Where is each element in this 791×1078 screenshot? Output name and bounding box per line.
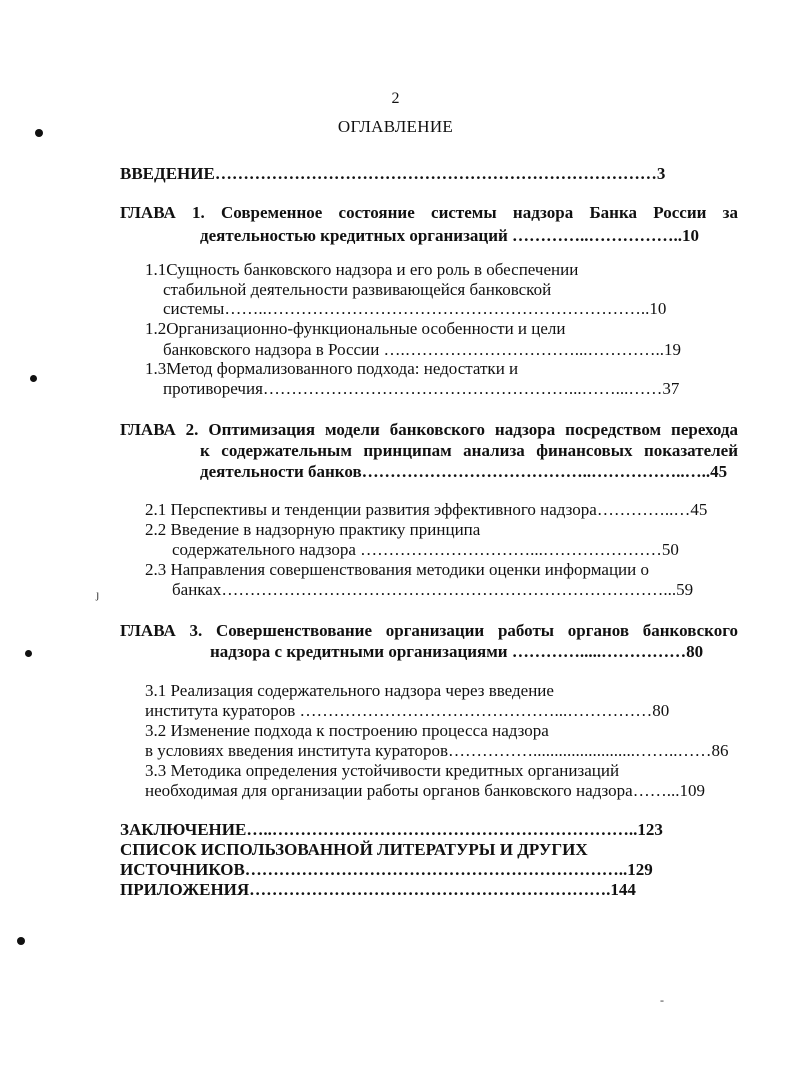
section-3-1-line-2: института кураторов ………………………………………...……………80 xyxy=(145,701,670,720)
section-1-1-line-2: стабильной деятельности развивающейся банковской xyxy=(163,280,552,299)
section-1-1-line-3: системы……..…………………………………………………………..10 xyxy=(163,299,667,318)
chapter-2-line-3: деятельности банков…………………………………..……………..…..45 xyxy=(200,462,728,481)
binder-hole-mark xyxy=(30,375,37,382)
section-2-3-line-1: 2.3 Направления совершенствования методики оценки информации о xyxy=(145,560,649,579)
binder-hole-mark xyxy=(17,937,25,945)
section-3-1-line-1: 3.1 Реализация содержательного надзора через введение xyxy=(145,681,554,700)
toc-appendices: ПРИЛОЖЕНИЯ……………………………………………………….144 xyxy=(120,880,636,899)
chapter-3-line-1: ГЛАВА 3. Совершенствование организации работы органов банковского xyxy=(120,621,738,640)
document-title: ОГЛАВЛЕНИЕ xyxy=(337,117,454,136)
section-1-1-line-1: 1.1Сущность банковского надзора и его роль в обеспечении xyxy=(145,260,579,279)
section-1-3-line-1: 1.3Метод формализованного подхода: недостатки и xyxy=(145,359,519,378)
toc-references-line-1: СПИСОК ИСПОЛЬЗОВАННОЙ ЛИТЕРАТУРЫ И ДРУГИХ xyxy=(120,840,588,859)
page-number: 2 xyxy=(391,90,400,107)
section-1-2-line-2: банковского надзора в России ….…………………………...…………..19 xyxy=(163,340,682,359)
section-2-2-line-1: 2.2 Введение в надзорную практику принципа xyxy=(145,520,481,539)
section-3-2-line-2: в условиях введения института кураторов……………........................……..……86 xyxy=(145,741,729,760)
chapter-2-line-2: к содержательным принципам анализа финансовых показателей xyxy=(200,441,738,460)
binder-hole-mark xyxy=(35,129,43,137)
binder-hole-mark xyxy=(25,650,32,657)
chapter-3-line-2: надзора с кредитными организациями ………….....……………80 xyxy=(210,642,704,661)
section-2-2-line-2: содержательного надзора …………………………...…………………50 xyxy=(172,540,679,559)
section-3-2-line-1: 3.2 Изменение подхода к построению процесса надзора xyxy=(145,721,549,740)
scan-artifact: ȷ xyxy=(96,587,100,601)
section-1-2-line-1: 1.2Организационно-функциональные особенности и цели xyxy=(145,319,566,338)
chapter-1-line-2: деятельностью кредитных организаций …………..……………..10 xyxy=(200,226,700,245)
toc-references-line-2: ИСТОЧНИКОВ…………………………………………………………..129 xyxy=(120,860,653,879)
toc-intro: ВВЕДЕНИЕ……………………………………………………………………3 xyxy=(120,164,666,183)
section-1-3-line-2: противоречия………………………………………………...……...……37 xyxy=(163,379,680,398)
section-2-1: 2.1 Перспективы и тенденции развития эффективного надзора…………..…45 xyxy=(145,500,708,519)
section-3-3-line-2: необходимая для организации работы органов банковского надзора……...109 xyxy=(145,781,705,800)
section-2-3-line-2: банках……………………………………………………………………...59 xyxy=(172,580,694,599)
scan-artifact: - xyxy=(660,993,664,1007)
chapter-2-line-1: ГЛАВА 2. Оптимизация модели банковского надзора посредством перехода xyxy=(120,420,738,439)
toc-conclusion: ЗАКЛЮЧЕНИЕ…..………………………………………………………..123 xyxy=(120,820,663,839)
section-3-3-line-1: 3.3 Методика определения устойчивости кредитных организаций xyxy=(145,761,620,780)
chapter-1-line-1: ГЛАВА 1. Современное состояние системы надзора Банка России за xyxy=(120,203,738,222)
